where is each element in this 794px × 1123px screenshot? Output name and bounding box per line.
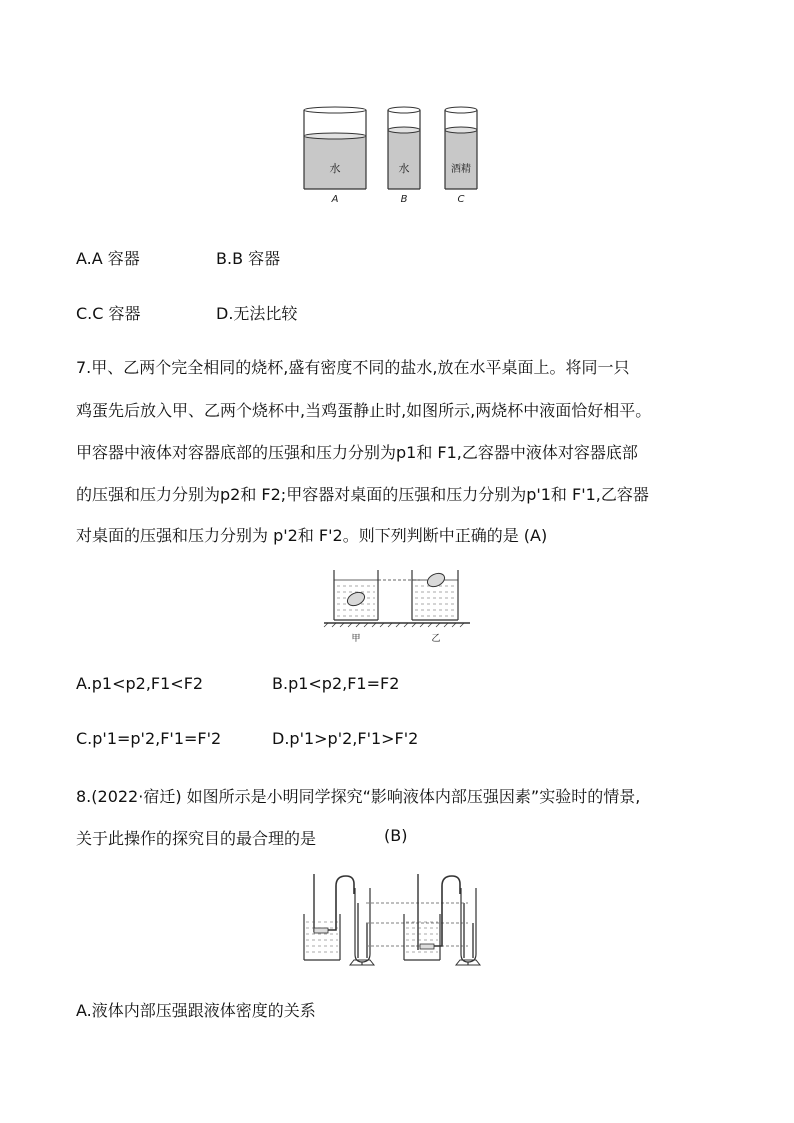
beaker-yi-label: 乙 [431, 634, 441, 644]
container-a [304, 107, 366, 204]
q7-line-5: 对桌面的压强和压力分别为 p'2和 F'2。则下列判断中正确的是 (A) [76, 526, 548, 545]
q7-option-b: B.p1<p2,F1=F2 [272, 674, 400, 693]
egg-jia [345, 590, 366, 608]
setup-left [304, 874, 374, 965]
probe-right [420, 944, 434, 949]
beaker-jia [334, 570, 378, 620]
probe-left [314, 928, 328, 933]
q6-option-d: D.无法比较 [216, 304, 298, 323]
q7-line-4: 的压强和压力分别为p2和 F2;甲容器对桌面的压强和压力分别为p'1和 F'1,乙容器 [76, 485, 649, 504]
container-c-liquid: 酒精 [451, 164, 471, 175]
beakers-egg-figure [322, 566, 472, 646]
container-c-label: C [457, 194, 465, 204]
container-b [388, 107, 420, 204]
beaker-jia-label: 甲 [351, 634, 361, 644]
container-b-liquid: 水 [398, 162, 410, 175]
q8-option-a: A.液体内部压强跟液体密度的关系 [76, 1001, 316, 1020]
q7-line-3: 甲容器中液体对容器底部的压强和压力分别为p1和 F1,乙容器中液体对容器底部 [76, 443, 638, 462]
q7-line-1: 7.甲、乙两个完全相同的烧杯,盛有密度不同的盐水,放在水平桌面上。将同一只 [76, 358, 630, 377]
q7-option-c: C.p'1=p'2,F'1=F'2 [76, 729, 222, 748]
q8-line-2: 关于此操作的探究目的最合理的是 [76, 829, 317, 848]
container-b-label: B [400, 194, 408, 204]
q8-line-1: 8.(2022·宿迁) 如图所示是小明同学探究“影响液体内部压强因素”实验时的情景, [76, 787, 641, 806]
q6-option-b: B.B 容器 [216, 249, 281, 268]
pressure-gauge-figure [300, 870, 492, 966]
setup-right [404, 874, 480, 965]
containers-figure [296, 104, 486, 204]
q7-option-a: A.p1<p2,F1<F2 [76, 674, 204, 693]
egg-yi [425, 571, 446, 589]
container-c [445, 107, 477, 204]
beaker-yi [412, 570, 458, 620]
q8-answer: (B) [384, 826, 408, 845]
q7-line-2: 鸡蛋先后放入甲、乙两个烧杯中,当鸡蛋静止时,如图所示,两烧杯中液面恰好相平。 [76, 401, 652, 420]
container-a-label: A [331, 194, 339, 204]
container-a-liquid: 水 [329, 162, 341, 175]
q6-option-a: A.A 容器 [76, 249, 140, 268]
q7-option-d: D.p'1>p'2,F'1>F'2 [272, 729, 419, 748]
q6-option-c: C.C 容器 [76, 304, 141, 323]
